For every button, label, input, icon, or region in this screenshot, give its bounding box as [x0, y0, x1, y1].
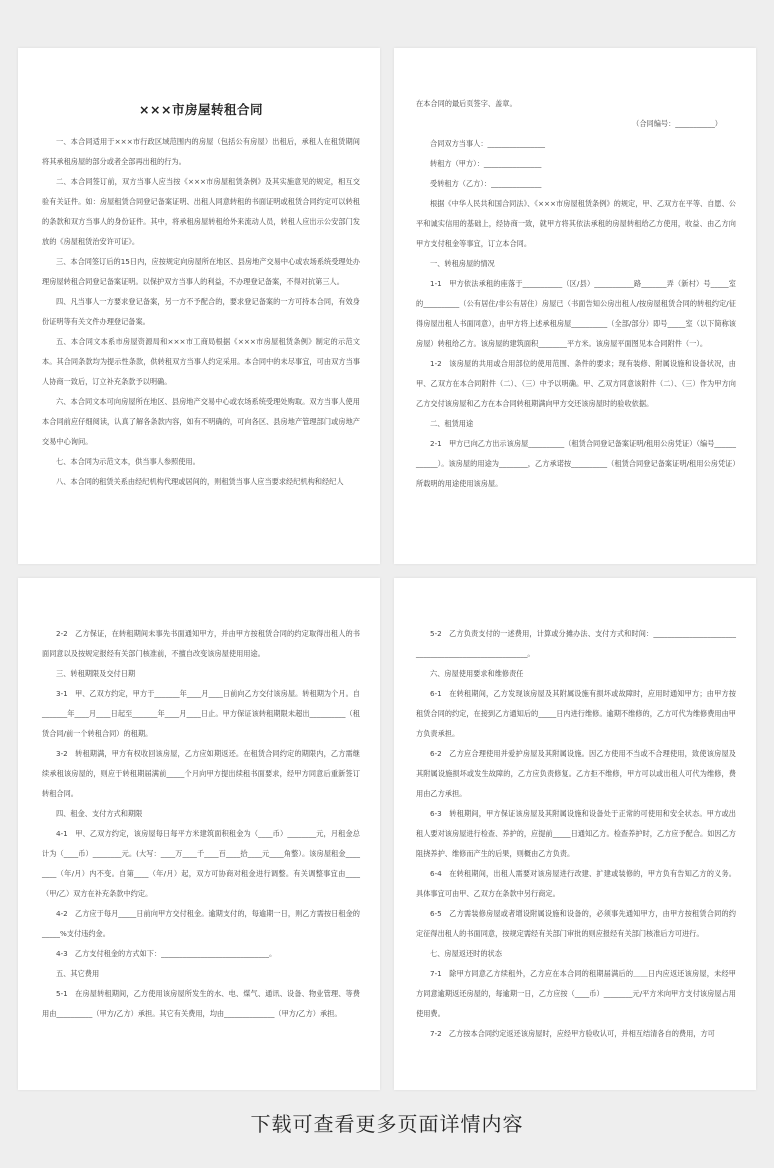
- page3-paragraph: 4-2 乙方应于每月_____日前向甲方交付租金。逾期支付的，每逾期一日，则乙方需按日租金的_____%支付违约金。: [42, 909, 360, 938]
- page3-paragraph: 2-2 乙方保证，在转租期间未事先书面通知甲方，并由甲方按租赁合同的约定取得出租人的书面同意以及按规定报经有关部门核准前，不擅自改变该房屋使用用途。: [42, 629, 360, 658]
- party-line: 合同双方当事人：________________: [430, 139, 546, 148]
- document-page-3: [18, 578, 380, 1090]
- page2-paragraph: 2-1 甲方已向乙方出示该房屋__________（租赁合同登记备案证明/租用公房凭证）（编号____________）。该房屋的用途为________，乙方承诺按__________（租赁合同登记备案证明/租用公房凭证）所载明的用途使用该房屋。: [416, 439, 736, 488]
- page4-paragraph: 6-1 在转租期间，乙方发现该房屋及其附属设施有损坏或故障时，应用时通知甲方；由甲方按租赁合同的约定，在接到乙方通知后的_____日内进行维修。逾期不维修的，乙方可代为维修费用由甲方负责承担。: [416, 689, 736, 738]
- section-heading: 六、房屋使用要求和维修责任: [430, 669, 524, 678]
- page4-paragraph: 6-2 乙方应合理使用并爱护房屋及其附属设施。因乙方使用不当或不合理使用，致使该房屋及其附属设施损坏或发生故障的，乙方应负责修复。乙方拒不维修，甲方可以或出租人可代为维修，费用由乙方承担。: [416, 749, 736, 798]
- page3-paragraph: 4-1 甲、乙双方约定，该房屋每日每平方米建筑面积租金为（____币）________元，月租金总计为（____币）________元。(大写：____万____千____百____拾____元____角整）。该房屋租金________（年/月）内不变。自第____（年/月）起，双方可协商对租金进行调整。有关调整事宜由____（甲/乙）双方在补充条款中约定。: [42, 829, 360, 898]
- page1-paragraph: 三、本合同签订后的15日内，应按规定向房屋所在地区、县房地产交易中心或农场系统受理处办理房屋转租合同登记备案证明。以保护双方当事人的利益，不办理登记备案，不得对抗第三人。: [42, 257, 360, 286]
- party-line: 转租方（甲方）：________________: [430, 159, 542, 168]
- page4-paragraph: 6-5 乙方需装修房屋或者增设附属设施和设备的，必须事先通知甲方，由甲方按租赁合同的约定征得出租人的书面同意，按规定需经有关部门审批的则应报经有关部门核准后方可进行。: [416, 909, 736, 938]
- section-heading: 七、房屋返还时的状态: [430, 949, 502, 958]
- page4-paragraph: 5-2 乙方负责支付的一述费用，计算或分摊办法、支付方式和时间：______________________________________________________。: [416, 629, 736, 658]
- page3-paragraph: 3-1 甲、乙双方约定，甲方于_______年____月____日前向乙方交付该房屋。转租期为个月。自_______年____月____日起至_______年____月____日止。甲方保证该转租期限未超出__________（租赁合同/前一个转租合同）的租期。: [42, 689, 360, 738]
- page1-paragraph: 一、本合同适用于×××市行政区域范围内的房屋（包括公有房屋）出租后，承租人在租赁期间将其承租房屋的部分或者全部再出租的行为。: [42, 137, 360, 166]
- page2-paragraph: 1-1 甲方依法承租的座落于___________（区/县）___________路_______弄（新村）号_____室的__________（公有居住/非公有居住）房屋已（书面告知公房出租人/按房屋租赁合同的转租约定/征得房屋出租人书面同意），由甲方将上述承租房屋__________（全部/部分）即号_____室（以下简称该房屋）转租给乙方。该房屋的建筑面积________平方米。该房屋平面图见本合同附件（一）。: [416, 279, 736, 348]
- download-more-caption: 下载可查看更多页面详情内容: [250, 1112, 524, 1136]
- document-title: ×××市房屋转租合同: [139, 102, 263, 117]
- page1-paragraph: 七、本合同为示范文本，供当事人参照使用。: [56, 457, 200, 466]
- page4-paragraph: 7-2 乙方按本合同约定返还该房屋时，应经甲方验收认可，并相互结清各自的费用，方可: [430, 1029, 715, 1038]
- page1-paragraph: 二、本合同签订前，双方当事人应当按《×××市房屋租赁条例》及其实施意见的规定，相互交验有关证件。如：房屋租赁合同登记备案证明、出租人同意转租的书面证明或租赁合同约定可以转租的条款和双方当事人的身份证件。其中，将承租房屋转租给外来流动人员，转租人应出示公安部门发放的《房屋租赁治安许可证》。: [42, 177, 360, 246]
- section-heading: 五、其它费用: [56, 969, 100, 978]
- section-heading: 二、租赁用途: [430, 419, 474, 428]
- document-page-4: [394, 578, 756, 1090]
- page2-paragraph: 根据《中华人民共和国合同法》、《×××市房屋租赁条例》的规定，甲、乙双方在平等、自愿、公平和诚实信用的基础上，经协商一致，就甲方将其依法承租的房屋转租给乙方使用，收益、由乙方向甲方支付租金等事宜，订立本合同。: [416, 199, 736, 248]
- page4-paragraph: 6-3 转租期间，甲方保证该房屋及其附属设施和设备处于正常的可使用和安全状态。甲方或出租人要对该房屋进行检查、养护的，应提前_____日通知乙方。检查养护时，乙方应予配合。如因乙方阻挠养护、维修而产生的后果，则概由乙方负责。: [416, 809, 736, 858]
- page4-paragraph: 7-1 除甲方同意乙方续租外，乙方应在本合同的租期届满后的＿＿日内应返还该房屋，未经甲方同意逾期返还房屋的，每逾期一日，乙方应按（____币）________元/平方米向甲方支付该房屋占用使用费。: [416, 969, 736, 1018]
- page1-paragraph: 五、本合同文本系市房屋资源局和×××市工商局根据《×××市房屋租赁条例》制定的示范文本。其合同条款均为提示性条款，供转租双方当事人约定采用。本合同中的未尽事宜，可由双方当事人协商一致后，订立补充条款予以明确。: [42, 337, 360, 386]
- section-heading: 四、租金、支付方式和期限: [56, 809, 143, 818]
- section-heading: 三、转租期限及交付日期: [56, 669, 136, 678]
- contract-number: （合同编号：___________）: [632, 119, 722, 128]
- page2-paragraph: 1-2 该房屋的共用或合用部位的使用范围、条件的要求；现有装修、附属设施和设备状况，由甲、乙双方在本合同附件（二）、（三）中予以明确。甲、乙双方同意该附件（二）、（三）作为甲方向乙方交付该房屋和乙方在本合同转租期满向甲方交还该房屋时的验收依据。: [416, 359, 736, 408]
- page4-paragraph: 6-4 在转租期间，出租人需要对该房屋进行改建、扩建或装修的，甲方负有告知乙方的义务。具体事宜可由甲、乙双方在条款中另行商定。: [416, 869, 736, 898]
- page2-first-line: 在本合同的最后页签字、盖章。: [416, 99, 517, 108]
- document-page-2: [394, 48, 756, 564]
- party-line: 受转租方（乙方）：______________: [430, 179, 542, 188]
- section-heading: 一、转租房屋的情况: [430, 259, 495, 268]
- page1-paragraph: 四、凡当事人一方要求登记备案，另一方不予配合的，要求登记备案的一方可持本合同，有效身份证明等有关文件办理登记备案。: [42, 297, 360, 326]
- page3-paragraph: 4-3 乙方支付租金的方式如下：______________________________。: [56, 949, 277, 958]
- page3-paragraph: 5-1 在房屋转租期间，乙方使用该房屋所发生的水、电、煤气、通讯、设备、物业管理、等费用由__________（甲方/乙方）承担。其它有关费用，均由______________（甲方/乙方）承担。: [42, 989, 360, 1018]
- page1-paragraph: 六、本合同文本可向房屋所在地区、县房地产交易中心或农场系统受理处购取。双方当事人使用本合同前应仔细阅读，认真了解各条款内容，如有不明确的，可向各区、县房地产管理部门或房地产交易中心询问。: [42, 397, 360, 446]
- page3-paragraph: 3-2 转租期满，甲方有权收回该房屋，乙方应如期返还。在租赁合同约定的期限内，乙方需继续承租该房屋的，则应于转租期届满前_____个月向甲方提出续租书面要求，经甲方同意后重新签订转租合同。: [42, 749, 360, 798]
- document-page-1: [18, 48, 380, 564]
- page1-paragraph: 八、本合同的租赁关系由经纪机构代理或居间的，则租赁当事人应当要求经纪机构和经纪人: [56, 477, 344, 486]
